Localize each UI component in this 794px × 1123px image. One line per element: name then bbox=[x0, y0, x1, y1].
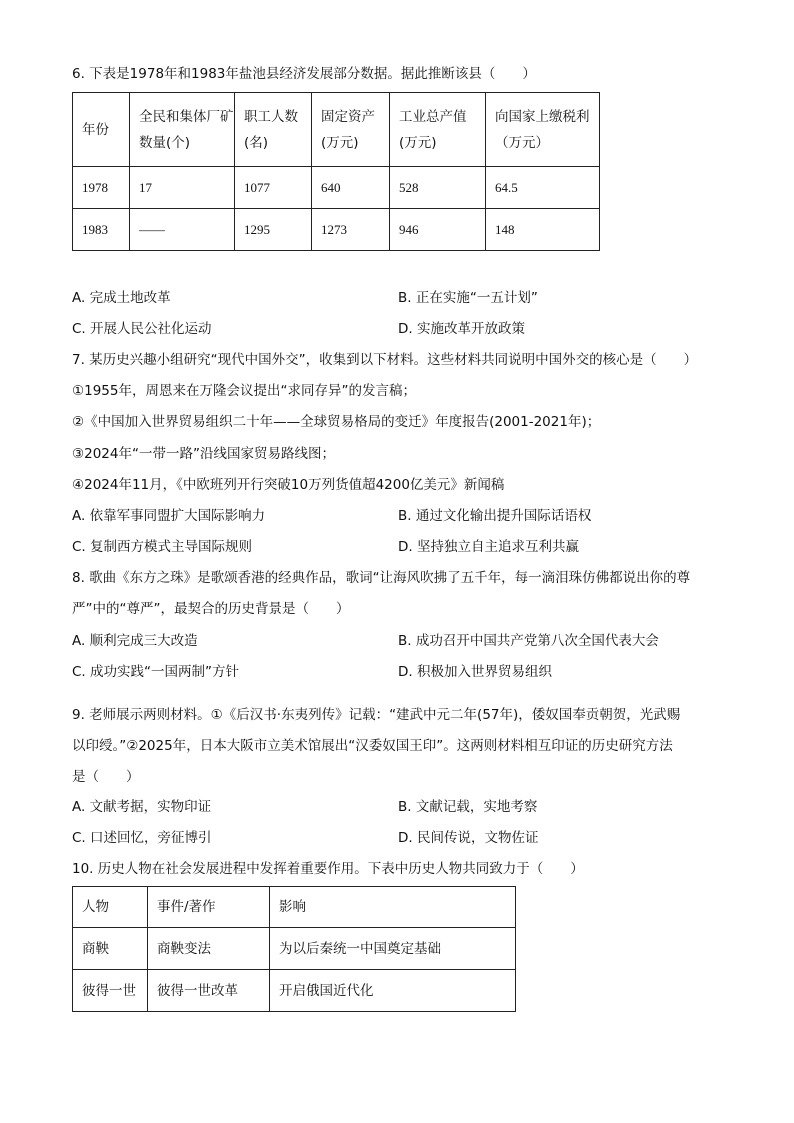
q7-option-d: D. 坚持独立自主追求互利共赢 bbox=[398, 539, 579, 555]
header-cell: 职工人数(名) bbox=[235, 93, 312, 167]
q7-option-a: A. 依靠军事同盟扩大国际影响力 bbox=[72, 508, 266, 524]
q8-option-c: C. 成功实践“一国两制”方针 bbox=[72, 664, 239, 680]
q9-stem-line-1: 9. 老师展示两则材料。①《后汉书·东夷列传》记载：“建武中元二年(57年)，倭奴国奉贡朝贺，光武赐 bbox=[72, 707, 681, 723]
q9-stem-line-3: 是（ ） bbox=[72, 769, 140, 785]
header-cell: 年份 bbox=[73, 93, 130, 167]
header-cell: 向国家上缴税利（万元） bbox=[486, 93, 600, 167]
table-cell: 1983 bbox=[73, 209, 130, 251]
q6-data-table bbox=[72, 92, 600, 251]
q10-stem: 10. 历史人物在社会发展进程中发挥着重要作用。下表中历史人物共同致力于（ ） bbox=[72, 861, 584, 877]
table-cell: 1077 bbox=[235, 167, 312, 209]
table-cell: 148 bbox=[486, 209, 600, 251]
q9-option-a: A. 文献考据，实物印证 bbox=[72, 799, 212, 815]
header-cell: 事件/著作 bbox=[148, 887, 270, 928]
table-cell: 1295 bbox=[235, 209, 312, 251]
header-cell: 固定资产(万元) bbox=[312, 93, 390, 167]
table-header-row bbox=[73, 887, 516, 928]
table-row bbox=[73, 167, 600, 209]
q7-material-1: ①1955年，周恩来在万隆会议提出“求同存异”的发言稿； bbox=[72, 383, 416, 399]
table-cell: 528 bbox=[390, 167, 486, 209]
table-cell: 946 bbox=[390, 209, 486, 251]
header-cell: 全民和集体厂矿数量(个) bbox=[130, 93, 235, 167]
header-cell: 人物 bbox=[73, 887, 148, 928]
q7-material-2: ②《中国加入世界贸易组织二十年——全球贸易格局的变迁》年度报告(2001-2021年)； bbox=[72, 414, 601, 430]
table-header-row bbox=[73, 93, 600, 167]
q9-option-c: C. 口述回忆，旁征博引 bbox=[72, 830, 212, 846]
table-cell: 64.5 bbox=[486, 167, 600, 209]
table-cell: 640 bbox=[312, 167, 390, 209]
q7-stem: 7. 某历史兴趣小组研究“现代中国外交”，收集到以下材料。这些材料共同说明中国外交的核心是（ ） bbox=[72, 352, 698, 368]
q9-stem-line-2: 以印绶。”②2025年，日本大阪市立美术馆展出“汉委奴国王印”。这两则材料相互印证的历史研究方法 bbox=[72, 738, 673, 754]
table-cell: 1978 bbox=[73, 167, 130, 209]
table-row bbox=[73, 209, 600, 251]
q7-material-3: ③2024年“一带一路”沿线国家贸易路线图； bbox=[72, 446, 335, 462]
q6-option-c: C. 开展人民公社化运动 bbox=[72, 321, 212, 337]
q7-option-b: B. 通过文化输出提升国际话语权 bbox=[398, 508, 592, 524]
table-cell: —— bbox=[130, 209, 235, 251]
table-cell: 17 bbox=[130, 167, 235, 209]
header-cell: 工业总产值(万元) bbox=[390, 93, 486, 167]
q8-option-b: B. 成功召开中国共产党第八次全国代表大会 bbox=[398, 633, 659, 649]
q8-option-d: D. 积极加入世界贸易组织 bbox=[398, 664, 552, 680]
table-cell: 1273 bbox=[312, 209, 390, 251]
q6-option-d: D. 实施改革开放政策 bbox=[398, 321, 525, 337]
header-cell: 影响 bbox=[270, 887, 516, 928]
table-cell: 开启俄国近代化 bbox=[270, 970, 516, 1012]
q6-option-a: A. 完成土地改革 bbox=[72, 290, 171, 306]
table-cell: 为以后秦统一中国奠定基础 bbox=[270, 928, 516, 970]
table-cell: 彼得一世改革 bbox=[148, 970, 270, 1012]
table-row bbox=[73, 970, 516, 1012]
q7-option-c: C. 复制西方模式主导国际规则 bbox=[72, 539, 253, 555]
q10-figures-table bbox=[72, 886, 516, 1012]
q8-option-a: A. 顺利完成三大改造 bbox=[72, 633, 198, 649]
table-cell: 彼得一世 bbox=[73, 970, 148, 1012]
q6-stem: 6. 下表是1978年和1983年盐池县经济发展部分数据。据此推断该县（ ） bbox=[72, 66, 536, 82]
table-cell: 商鞅变法 bbox=[148, 928, 270, 970]
q9-option-d: D. 民间传说，文物佐证 bbox=[398, 830, 539, 846]
q6-option-b: B. 正在实施“一五计划” bbox=[398, 290, 538, 306]
q8-stem-line-2: 严”中的“尊严”，最契合的历史背景是（ ） bbox=[72, 601, 350, 617]
q9-option-b: B. 文献记载，实地考察 bbox=[398, 799, 538, 815]
table-cell: 商鞅 bbox=[73, 928, 148, 970]
q8-stem-line-1: 8. 歌曲《东方之珠》是歌颂香港的经典作品，歌词“让海风吹拂了五千年，每一滴泪珠仿佛都说出你的尊 bbox=[72, 570, 691, 586]
table-row bbox=[73, 928, 516, 970]
q7-material-4: ④2024年11月，《中欧班列开行突破10万列货值超4200亿美元》新闻稿 bbox=[72, 477, 505, 493]
